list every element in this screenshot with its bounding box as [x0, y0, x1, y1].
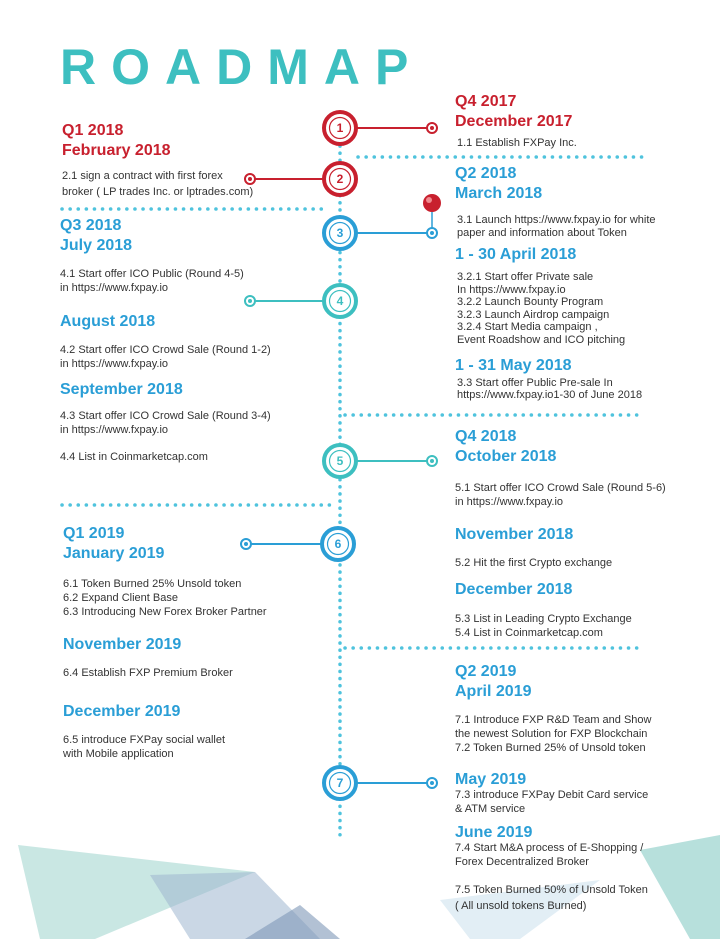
- s5-item1-line: in https://www.fxpay.io: [455, 496, 564, 508]
- s3-item-line2: paper and information about Token: [457, 227, 627, 239]
- node-4-number: 4: [336, 294, 344, 308]
- s4-item1-line: 4.1 Start offer ICO Public (Round 4-5): [60, 268, 244, 280]
- s7-month: April 2019: [455, 683, 532, 700]
- s5-item1-line: 5.1 Start offer ICO Crowd Sale (Round 5-6): [455, 482, 666, 494]
- s6-month2: November 2019: [63, 636, 182, 653]
- connector-2: [245, 174, 324, 184]
- s3-sub-item: https://www.fxpay.io1-30 of June 2018: [457, 389, 643, 401]
- s6-item1-line: 6.2 Expand Client Base: [63, 592, 178, 604]
- node-2-number: 2: [336, 172, 344, 186]
- s7-item3-line: Forex Decentralized Broker: [455, 856, 589, 868]
- s6-item1-line: 6.1 Token Burned 25% Unsold token: [63, 578, 242, 590]
- connector-3: [356, 210, 437, 238]
- s4-month2: August 2018: [60, 313, 156, 330]
- s4-item3-line: in https://www.fxpay.io: [60, 424, 169, 436]
- s7-item4-line: 7.5 Token Burned 50% of Unsold Token: [455, 884, 648, 896]
- s6-item3-line: 6.5 introduce FXPay social wallet: [63, 734, 226, 746]
- s3-sub-item: 3.2.3 Launch Airdrop campaign: [457, 309, 610, 321]
- s2-item-line1: 2.1 sign a contract with first forex: [62, 170, 223, 182]
- s3-sub-head2: 1 - 31 May 2018: [455, 357, 572, 374]
- node-6-number: 6: [334, 537, 342, 551]
- s7-item1-line: 7.1 Introduce FXP R&D Team and Show: [455, 714, 652, 726]
- s7-quarter: Q2 2019: [455, 663, 517, 680]
- s5-item2: 5.2 Hit the first Crypto exchange: [455, 557, 613, 569]
- s5-quarter: Q4 2018: [455, 428, 517, 445]
- s5-month: October 2018: [455, 448, 557, 465]
- s2-item-line2: broker ( LP trades Inc. or lptrades.com): [62, 186, 254, 198]
- s6-month: January 2019: [63, 545, 165, 562]
- s7-item2-line: & ATM service: [455, 803, 526, 815]
- node-5-number: 5: [336, 454, 344, 468]
- s7-item3-line: 7.4 Start M&A process of E-Shopping /: [455, 842, 644, 854]
- s5-month2: November 2018: [455, 526, 574, 543]
- s7-item2-line: 7.3 introduce FXPay Debit Card service: [455, 789, 649, 801]
- s4-month: July 2018: [60, 237, 133, 254]
- s7-item4-line: ( All unsold tokens Burned): [455, 900, 587, 912]
- s5-item3-line: 5.3 List in Leading Crypto Exchange: [455, 613, 632, 625]
- s4-item4: 4.4 List in Coinmarketcap.com: [60, 451, 208, 463]
- s3-sub-item: In https://www.fxpay.io: [457, 284, 566, 296]
- s1-item: 1.1 Establish FXPay Inc.: [457, 137, 577, 149]
- s4-item2-line: 4.2 Start offer ICO Crowd Sale (Round 1-2): [60, 344, 271, 356]
- s6-month3: December 2019: [63, 703, 181, 720]
- s6-item2: 6.4 Establish FXP Premium Broker: [63, 667, 233, 679]
- s2-month: February 2018: [62, 142, 171, 159]
- s7-item1-line: the newest Solution for FXP Blockchain: [455, 728, 648, 740]
- s2-quarter: Q1 2018: [62, 122, 124, 139]
- s5-month3: December 2018: [455, 581, 573, 598]
- s3-sub-item: Event Roadshow and ICO pitching: [457, 334, 626, 346]
- s6-item3-line: with Mobile application: [63, 748, 174, 760]
- s5-item3-line: 5.4 List in Coinmarketcap.com: [455, 627, 603, 639]
- pin-icon: [423, 194, 441, 212]
- s7-month3: June 2019: [455, 824, 533, 841]
- connector-7: [356, 778, 437, 788]
- s4-item1-line: in https://www.fxpay.io: [60, 282, 169, 294]
- page-title: ROADMAP: [60, 39, 424, 95]
- s3-sub-item: 3.2.2 Launch Bounty Program: [457, 296, 604, 308]
- s3-sub-item: 3.3 Start offer Public Pre-sale In: [457, 377, 613, 389]
- s4-quarter: Q3 2018: [60, 217, 122, 234]
- s6-quarter: Q1 2019: [63, 525, 125, 542]
- node-7-number: 7: [336, 776, 344, 790]
- s7-month2: May 2019: [455, 771, 527, 788]
- node-3-number: 3: [336, 226, 344, 240]
- s3-sub-head1: 1 - 30 April 2018: [455, 246, 577, 263]
- s3-sub-item: 3.2.4 Start Media campaign ,: [457, 321, 598, 333]
- s3-item-line1: 3.1 Launch https://www.fxpay.io for white: [457, 214, 656, 226]
- node-1-number: 1: [336, 121, 344, 135]
- connector-6: [241, 539, 322, 549]
- s7-item1-line: 7.2 Token Burned 25% of Unsold token: [455, 742, 646, 754]
- s4-item2-line: in https://www.fxpay.io: [60, 358, 169, 370]
- s1-quarter: Q4 2017: [455, 93, 517, 110]
- connector-5: [356, 456, 437, 466]
- s3-month: March 2018: [455, 185, 543, 202]
- s1-month: December 2017: [455, 113, 573, 130]
- s4-month3: September 2018: [60, 381, 183, 398]
- s3-quarter: Q2 2018: [455, 165, 517, 182]
- s6-item1-line: 6.3 Introducing New Forex Broker Partner: [63, 606, 267, 618]
- s3-sub-item: 3.2.1 Start offer Private sale: [457, 271, 594, 283]
- decor-triangle-right: [640, 835, 720, 939]
- connector-1: [356, 123, 437, 133]
- connector-4: [245, 296, 324, 306]
- s4-item3-line: 4.3 Start offer ICO Crowd Sale (Round 3-4): [60, 410, 271, 422]
